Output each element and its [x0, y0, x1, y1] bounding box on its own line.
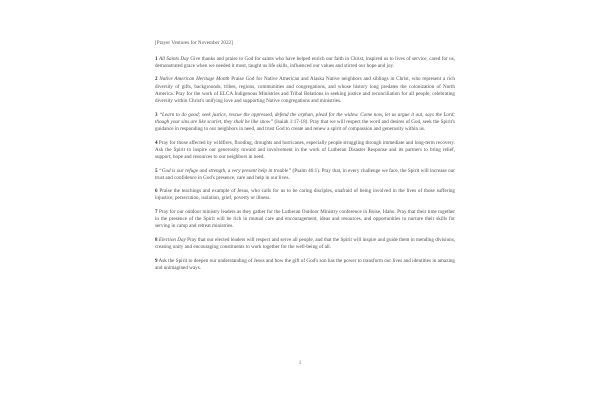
entry-body: Pray for those affected by wildfires, flooding, droughts and hurricanes, especially people struggling through immediate and long-term recovery. Ask the Spirit to inspire our generosity toward and involvement in the work of Lutheran Disaster Response and its partners to bring relief, support, hope and resources to our neighbors in need.	[155, 139, 455, 161]
entry-number: 1	[155, 55, 158, 62]
entry-body: (Isaiah 1:17-18). Pray that we will respect the word and desires of God, seek the Spirit's guidance in responding to our neighbors in need, and trust God to create and renew a spirit of compassion and generosity within us.	[155, 118, 455, 133]
entry-observance: Election Day	[158, 236, 186, 243]
entry-body: Pray for our outdoor ministry leaders as they gather for the Lutheran Outdoor Ministry conference in Boise, Idaho. Pray that their time together in the presence of the Spirit will be rich in mutual care and encouragement, ideas and resources, and opportunities to nurture their skills for serving in camp and retreat ministries.	[155, 208, 455, 230]
document-title: [Prayer Ventures for November 2022]	[155, 40, 233, 46]
page-number: 1	[298, 360, 302, 366]
entry-observance: Native American Heritage Month	[159, 76, 230, 83]
prayer-entry-1	[155, 56, 455, 71]
entry-number: 4	[155, 139, 158, 146]
prayer-entry-3	[155, 112, 455, 134]
entry-body: (Psalm 46:1). Pray that, in every challenge we face, the Spirit will increase our trust and confidence in God's presence, care and help in our lives.	[155, 167, 455, 181]
entry-number: 5	[155, 167, 158, 174]
entry-scripture-quote: “Learn to do good; seek justice, rescue the oppressed, defend the orphan, plead for the widow. Come now, let us argue it out, says the Lord; though your sins are like scarlet, they shall be like snow”	[155, 111, 455, 125]
prayer-entry-7	[155, 209, 455, 231]
prayer-entry-8	[155, 237, 455, 252]
entry-number: 7	[155, 208, 158, 215]
entry-body: Give thanks and praise to God for saints who have helped enrich our faith in Christ, inspired us to lives of service, cared for us, demonstrated grace when we needed it most, taught us life skills, influenced our values and stirred our hope and joy.	[155, 55, 455, 70]
prayer-entry-6	[155, 188, 455, 203]
entry-body: Pray that our elected leaders will respect and serve all people, and that the Spirit will inspire and guide them in mending divisions, creating unity and encouraging constituents to work together for the well-being of all.	[155, 236, 456, 251]
entry-number: 6	[155, 188, 158, 195]
entry-number: 9	[155, 257, 158, 264]
prayer-entry-4	[155, 140, 455, 162]
document-text-column	[155, 40, 455, 272]
entry-body: Ask the Spirit to deepen our understanding of Jesus and how the gift of God's son has the power to transform our lives and identities in amazing and unimagined ways.	[155, 257, 455, 271]
entry-body: Praise God for Native American and Alaska Native neighbors and siblings in Christ, who represent a rich diversity of gifts, backgrounds, tribes, regions, communities and congregations, and whose history long predates the colonization of North America. Pray for the work of ELCA Indigenous Ministries and Tribal Relations in seeking justice and reconciliation for all people, celebrating diversity within Christ's unifying love and supporting Native congregations and ministries.	[155, 76, 455, 105]
entry-number: 3	[155, 111, 158, 118]
entry-number: 8	[155, 236, 158, 243]
entry-observance: All Saints Day	[159, 55, 189, 62]
prayer-entry-9	[155, 258, 455, 273]
entry-body: Praise the teachings and example of Jesus, who calls for us to be caring disciples, unafraid of being involved in the lives of those suffering injustice, persecution, isolation, grief, poverty or illness.	[155, 188, 455, 202]
entry-scripture-quote: “God is our refuge and strength, a very present help in trouble”	[158, 167, 292, 174]
prayer-entry-5	[155, 168, 455, 183]
prayer-entry-2	[155, 76, 455, 105]
entry-number: 2	[155, 76, 158, 83]
